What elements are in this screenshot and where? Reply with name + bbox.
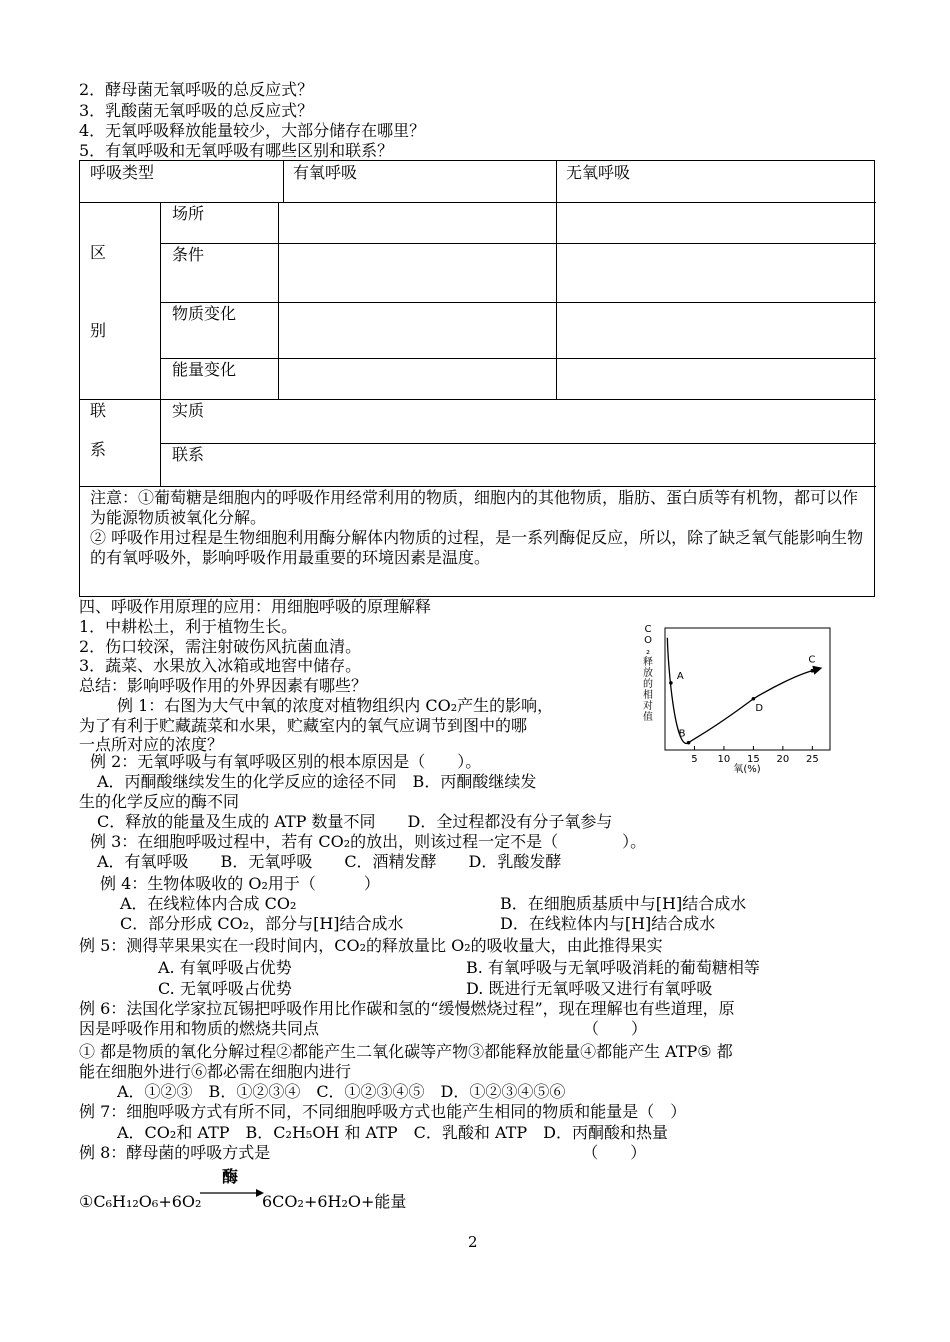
example-1-line-2: 为了有利于贮藏蔬菜和水果，贮藏室内的氧气应调节到图中的哪 — [79, 716, 528, 735]
table-line — [80, 399, 876, 400]
header-anaerobic: 无氧呼吸 — [566, 163, 631, 182]
example-6-line-2: 因是呼吸作用和物质的燃烧共同点 （ ） — [79, 1019, 648, 1038]
table-line — [160, 358, 876, 359]
example-2-line-4: C．释放的能量及生成的 ATP 数量不同 D．全过程都没有分子氧参与 — [97, 812, 613, 831]
chart-plot — [667, 638, 822, 765]
example-5-line-1: 例 5：测得苹果果实在一段时间内，CO₂的释放量比 O₂的吸收量大，由此推得果实 — [79, 936, 663, 955]
example-5-option-a: A. 有氧呼吸占优势 — [158, 958, 292, 977]
example-4-option-b: B．在细胞质基质中与[H]结合成水 — [500, 894, 747, 913]
label-bie: 别 — [90, 321, 107, 340]
application-2: 2．伤口较深，需注射破伤风抗菌血清。 — [79, 637, 362, 656]
table-line — [160, 202, 161, 486]
table-line — [160, 443, 876, 444]
label-xi: 系 — [90, 440, 107, 459]
oxygen-co2-chart — [630, 620, 835, 775]
row-link: 联系 — [172, 445, 205, 464]
example-1-line-1: 例 1：右图为大气中氧的浓度对植物组织内 CO₂产生的影响， — [117, 696, 554, 715]
example-6-options: A．①②③ B．①②③④ C．①②③④⑤ D．①②③④⑤⑥ — [117, 1082, 566, 1101]
example-6-line-1: 例 6：法国化学家拉瓦锡把呼吸作用比作碳和氢的“缓慢燃烧过程”，现在理解也有些道理，原 — [79, 999, 735, 1018]
chart-xlabel: 氧(%) — [733, 764, 761, 775]
x-tick-label: 10 — [717, 754, 731, 765]
label-qu: 区 — [90, 243, 107, 262]
point-label-c: C — [808, 654, 816, 666]
summary: 总结：影响呼吸作用的外界因素有哪些？ — [79, 676, 368, 695]
table-line — [283, 161, 284, 202]
page-number: 2 — [468, 1233, 478, 1251]
point-label-d: D — [755, 702, 764, 714]
table-line — [278, 202, 279, 399]
x-tick-label: 20 — [776, 754, 790, 765]
table-line — [160, 243, 876, 244]
x-tick-label: 5 — [691, 754, 698, 765]
question-4: 4．无氧呼吸释放能量较少，大部分储存在哪里？ — [79, 121, 426, 140]
example-7-line-1: 例 7：细胞呼吸方式有所不同，不同细胞呼吸方式也能产生相同的物质和能量是（ ） — [79, 1102, 687, 1121]
application-3: 3．蔬菜、水果放入冰箱或地窖中储存。 — [79, 656, 362, 675]
example-3-options: A．有氧呼吸 B．无氧呼吸 C．酒精发酵 D．乳酸发酵 — [97, 852, 562, 871]
row-matter-change: 物质变化 — [172, 304, 237, 323]
example-2-line-3: 生的化学反应的酶不同 — [79, 792, 240, 811]
table-line — [556, 161, 557, 399]
point-label-b: B — [678, 728, 686, 740]
question-2: 2．酵母菌无氧呼吸的总反应式？ — [79, 80, 314, 99]
example-7-options: A．CO₂和 ATP B．C₂H₅OH 和 ATP C．乳酸和 ATP D．丙酮酸和热量 — [117, 1123, 668, 1142]
equation-left: ①C₆H₁₂O₆+6O₂ — [79, 1192, 202, 1211]
note-1: 注意：①葡萄糖是细胞内的呼吸作用经常利用的物质，细胞内的其他物质，脂肪、蛋白质等有机物，都可以作为能源物质被氧化分解。 — [90, 488, 859, 527]
row-essence: 实质 — [172, 401, 205, 420]
chart-ylabel: C O ₂ 释放的相对值 — [643, 624, 653, 723]
example-2-line-2: A．丙酮酸继续发生的化学反应的途径不同 B．丙酮酸继续发 — [97, 772, 537, 791]
table-line — [80, 202, 876, 203]
row-energy-change: 能量变化 — [172, 360, 237, 379]
example-3-line-1: 例 3：在细胞呼吸过程中，若有 CO₂的放出，则该过程一定不是（ ）。 — [90, 832, 647, 851]
enzyme-label: 酶 — [222, 1167, 239, 1186]
data-point-a — [669, 681, 673, 685]
comparison-table — [79, 160, 875, 597]
application-1: 1．中耕松土，利于植物生长。 — [79, 617, 298, 636]
row-site: 场所 — [172, 204, 205, 223]
example-4-option-c: C．部分形成 CO₂，部分与[H]结合成水 — [120, 914, 404, 933]
example-5-option-b: B. 有氧呼吸与无氧呼吸消耗的葡萄糖相等 — [466, 958, 760, 977]
example-4-option-a: A．在线粒体内合成 CO₂ — [120, 894, 297, 913]
label-lian: 联 — [90, 401, 107, 420]
data-point-c — [811, 669, 815, 673]
example-4-line-1: 例 4：生物体吸收的 O₂用于（ ） — [100, 874, 380, 893]
example-1-line-3: 一点所对应的浓度？ — [79, 735, 224, 754]
section-4-title: 四、呼吸作用原理的应用：用细胞呼吸的原理解释 — [79, 597, 432, 616]
series-line — [667, 638, 812, 744]
x-tick-label: 25 — [805, 754, 819, 765]
example-6-line-3: ① 都是物质的氧化分解过程②都能产生二氧化碳等产物③都能释放能量④都能产生 ATP⑤ 都 — [79, 1042, 733, 1061]
x-tick-label: 15 — [747, 754, 760, 765]
point-label-a: A — [676, 670, 684, 682]
row-condition: 条件 — [172, 245, 205, 264]
data-point-d — [752, 697, 756, 701]
example-6-line-4: 能在细胞外进行⑥都必需在细胞内进行 — [79, 1062, 352, 1081]
chart-frame — [665, 628, 830, 750]
data-point-b — [687, 741, 691, 745]
example-4-option-d: D．在线粒体内与[H]结合成水 — [500, 914, 716, 933]
table-line — [80, 486, 876, 487]
table-line — [160, 302, 876, 303]
header-aerobic: 有氧呼吸 — [293, 163, 358, 182]
header-type: 呼吸类型 — [90, 163, 155, 182]
note-2: ② 呼吸作用过程是生物细胞利用酶分解体内物质的过程，是一系列酶促反应，所以，除了缺乏氧气能影响生物的有氧呼吸外，影响呼吸作用最重要的环境因素是温度。 — [90, 528, 864, 567]
example-8-line-1: 例 8：酵母菌的呼吸方式是 （ ） — [79, 1143, 647, 1162]
equation-right: 6CO₂+6H₂O+能量 — [262, 1192, 407, 1211]
question-5: 5．有氧呼吸和无氧呼吸有哪些区别和联系？ — [79, 141, 394, 160]
reaction-arrow-icon — [200, 1188, 264, 1198]
question-3: 3．乳酸菌无氧呼吸的总反应式？ — [79, 101, 314, 120]
example-5-option-d: D. 既进行无氧呼吸又进行有氧呼吸 — [466, 979, 713, 998]
example-5-option-c: C. 无氧呼吸占优势 — [158, 979, 292, 998]
example-2-line-1: 例 2：无氧呼吸与有氧呼吸区别的根本原因是（ ）。 — [90, 752, 482, 771]
